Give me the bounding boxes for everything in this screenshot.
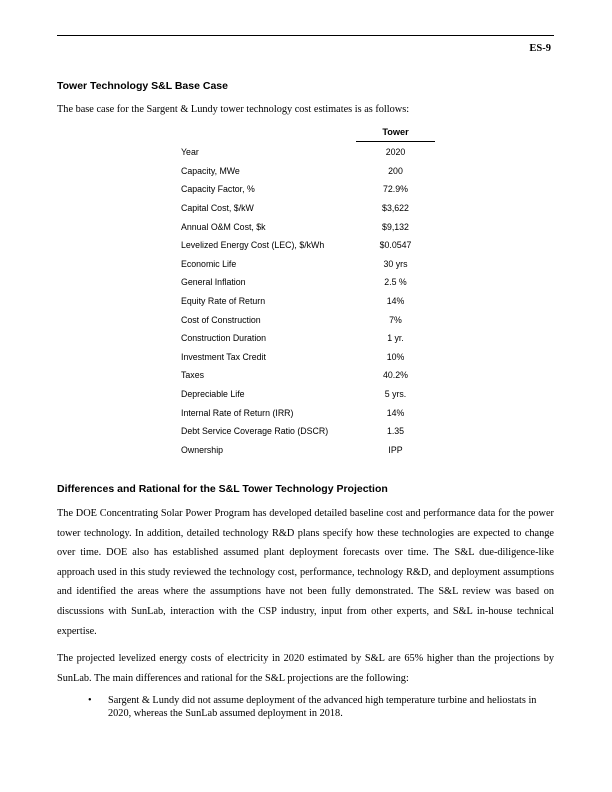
- table-row: [181, 199, 441, 218]
- table-row: [181, 236, 441, 255]
- row-label: Economic Life: [181, 258, 237, 269]
- table-row: [181, 329, 441, 348]
- row-label: Depreciable Life: [181, 389, 245, 400]
- row-value: $0.0547: [379, 240, 412, 251]
- row-value: 1.35: [386, 426, 405, 437]
- table-header-rule: [356, 141, 435, 142]
- table-row: [181, 403, 441, 422]
- table-row: [181, 310, 441, 329]
- row-value: $3,622: [382, 203, 409, 214]
- row-label: Cost of Construction: [181, 314, 261, 325]
- section-heading-differences: Differences and Rational for the S&L Tower Technology Projection: [57, 483, 388, 495]
- paragraph-projected-costs: The projected levelized energy costs of electricity in 2020 estimated by S&L are 65% higher than the projections by SunLab. The main differences and rational for the S&L projections are the following:: [57, 653, 554, 684]
- row-label: Capacity Factor, %: [181, 184, 255, 195]
- table-row: [181, 162, 441, 181]
- paragraph-doe-program: The DOE Concentrating Solar Power Program has developed detailed baseline cost and performance data for the power tower technology. In addition, detailed technology R&D plans specify how these technologies are expected to change over time. DOE also has established assumed plant deployment forecasts over time. The S&L due-diligence-like approach used in this study reviewed the technology cost, performance, technology R&D, and deployment assumptions and identified the areas where the assumptions have not been fully demonstrated. The S&L review was based on discussions with SunLab, interaction with the CSP industry, input from other experts, and S&L in-house technical expertise.: [57, 508, 554, 637]
- table-column-header: Tower: [382, 127, 409, 137]
- row-value: 72.9%: [383, 184, 408, 195]
- row-label: Investment Tax Credit: [181, 351, 266, 362]
- base-case-table: [181, 143, 441, 459]
- header-rule: [57, 35, 554, 36]
- row-value: 1 yr.: [387, 333, 404, 344]
- row-label: Levelized Energy Cost (LEC), $/kWh: [181, 240, 325, 251]
- table-row: [181, 143, 441, 162]
- bullet-icon: •: [88, 695, 92, 706]
- table-row: [181, 217, 441, 236]
- row-label: Annual O&M Cost, $k: [181, 221, 266, 232]
- table-row: [181, 292, 441, 311]
- row-label: Capacity, MWe: [181, 165, 240, 176]
- row-value: 14%: [386, 407, 405, 418]
- row-label: Debt Service Coverage Ratio (DSCR): [181, 426, 329, 437]
- row-value: 30 yrs: [383, 258, 408, 269]
- table-row: [181, 180, 441, 199]
- table-row: [181, 422, 441, 441]
- row-value: 7%: [389, 314, 402, 325]
- row-label: Equity Rate of Return: [181, 296, 266, 307]
- table-row: [181, 441, 441, 460]
- intro-text: The base case for the Sargent & Lundy tower technology cost estimates is as follows:: [57, 104, 410, 115]
- table-row: [181, 273, 441, 292]
- table-row: [181, 366, 441, 385]
- row-label: Internal Rate of Return (IRR): [181, 407, 294, 418]
- row-value: 2.5 %: [384, 277, 407, 288]
- row-label: Taxes: [181, 370, 204, 381]
- row-value: 10%: [386, 351, 405, 362]
- row-label: General Inflation: [181, 277, 246, 288]
- section-heading-base-case: Tower Technology S&L Base Case: [57, 80, 228, 92]
- row-value: 5 yrs.: [384, 389, 407, 400]
- row-value: 2020: [385, 147, 406, 158]
- row-label: Capital Cost, $/kW: [181, 203, 254, 214]
- row-label: Year: [181, 147, 199, 158]
- bullet-text: Sargent & Lundy did not assume deployment of the advanced high temperature turbine and heliostats in 2020, whereas the SunLab assumed deployment in 2018.: [108, 695, 537, 719]
- page-number: ES-9: [529, 43, 551, 54]
- table-row: [181, 385, 441, 404]
- row-value: 200: [388, 165, 403, 176]
- row-value: $9,132: [382, 221, 409, 232]
- row-value: 40.2%: [383, 370, 408, 381]
- row-value: 14%: [386, 296, 405, 307]
- table-row: [181, 255, 441, 274]
- row-label: Construction Duration: [181, 333, 267, 344]
- row-value: IPP: [388, 444, 403, 455]
- table-row: [181, 348, 441, 367]
- row-label: Ownership: [181, 444, 224, 455]
